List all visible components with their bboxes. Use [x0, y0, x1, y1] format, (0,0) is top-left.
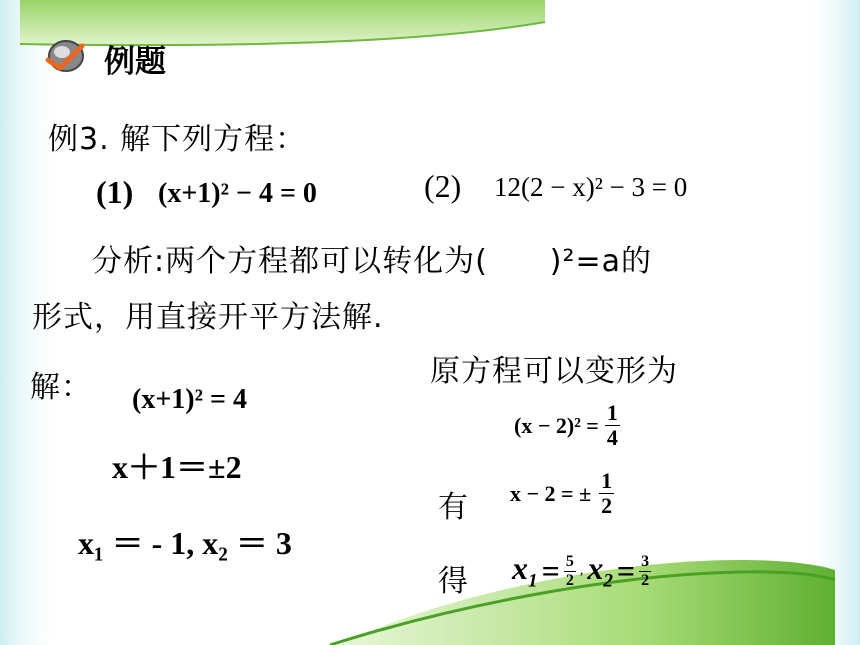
left-step-2: x＋1＝±2	[112, 449, 242, 485]
right-step-1-lhs: (x − 2)² =	[514, 412, 599, 438]
top-green-arc	[20, 0, 545, 45]
x1-symbol: $x_1$	[512, 550, 538, 592]
eq2-expression: 12(2 − x)² − 3 = 0	[494, 172, 688, 202]
problem-intro: 例3. 解下列方程：	[48, 122, 307, 157]
eq1-expression: (x+1)² − 4 = 0	[158, 178, 317, 209]
globe-check-icon	[40, 36, 88, 76]
slide-title: 例题	[104, 44, 166, 80]
right-step-2	[510, 470, 614, 517]
solution-label: 解：	[30, 370, 92, 405]
fraction-denominator: 4	[606, 425, 618, 450]
eq1-label: (1)	[96, 174, 134, 210]
right-step-2-fraction	[599, 470, 614, 517]
right-get-label: 得	[438, 564, 469, 599]
right-step-1	[514, 402, 620, 449]
comma: ,	[579, 563, 584, 579]
x2-fraction	[639, 554, 651, 589]
right-heading: 原方程可以变形为	[430, 354, 678, 389]
right-has-label: 有	[438, 490, 469, 525]
right-step-2-lhs: x − 2 = ±	[510, 480, 592, 506]
left-step-3: x₁ ＝ - 1, x₂ ＝ 3	[78, 525, 292, 561]
fraction-numerator: 3	[641, 552, 650, 570]
analysis-line-2: 形式，用直接开平方法解.	[32, 300, 384, 335]
right-teal-band	[800, 0, 860, 645]
fraction-numerator: 1	[606, 400, 618, 425]
right-step-1-fraction	[605, 402, 620, 449]
analysis-line-1: 分析:两个方程都可以转化为( )²=a的	[92, 244, 653, 279]
final-answer	[512, 550, 651, 592]
fraction-numerator: 5	[565, 552, 574, 570]
fraction-denominator: 2	[641, 571, 650, 589]
eq2-label: (2)	[424, 168, 462, 204]
fraction-denominator: 2	[565, 571, 574, 589]
x1-fraction	[564, 554, 576, 589]
equals-sign: =	[616, 552, 636, 589]
equals-sign: =	[541, 552, 560, 589]
fraction-numerator: 1	[601, 468, 613, 493]
x2-symbol: $x_2$	[587, 550, 613, 592]
left-step-1: (x+1)² = 4	[132, 384, 247, 415]
fraction-denominator: 2	[601, 493, 613, 518]
